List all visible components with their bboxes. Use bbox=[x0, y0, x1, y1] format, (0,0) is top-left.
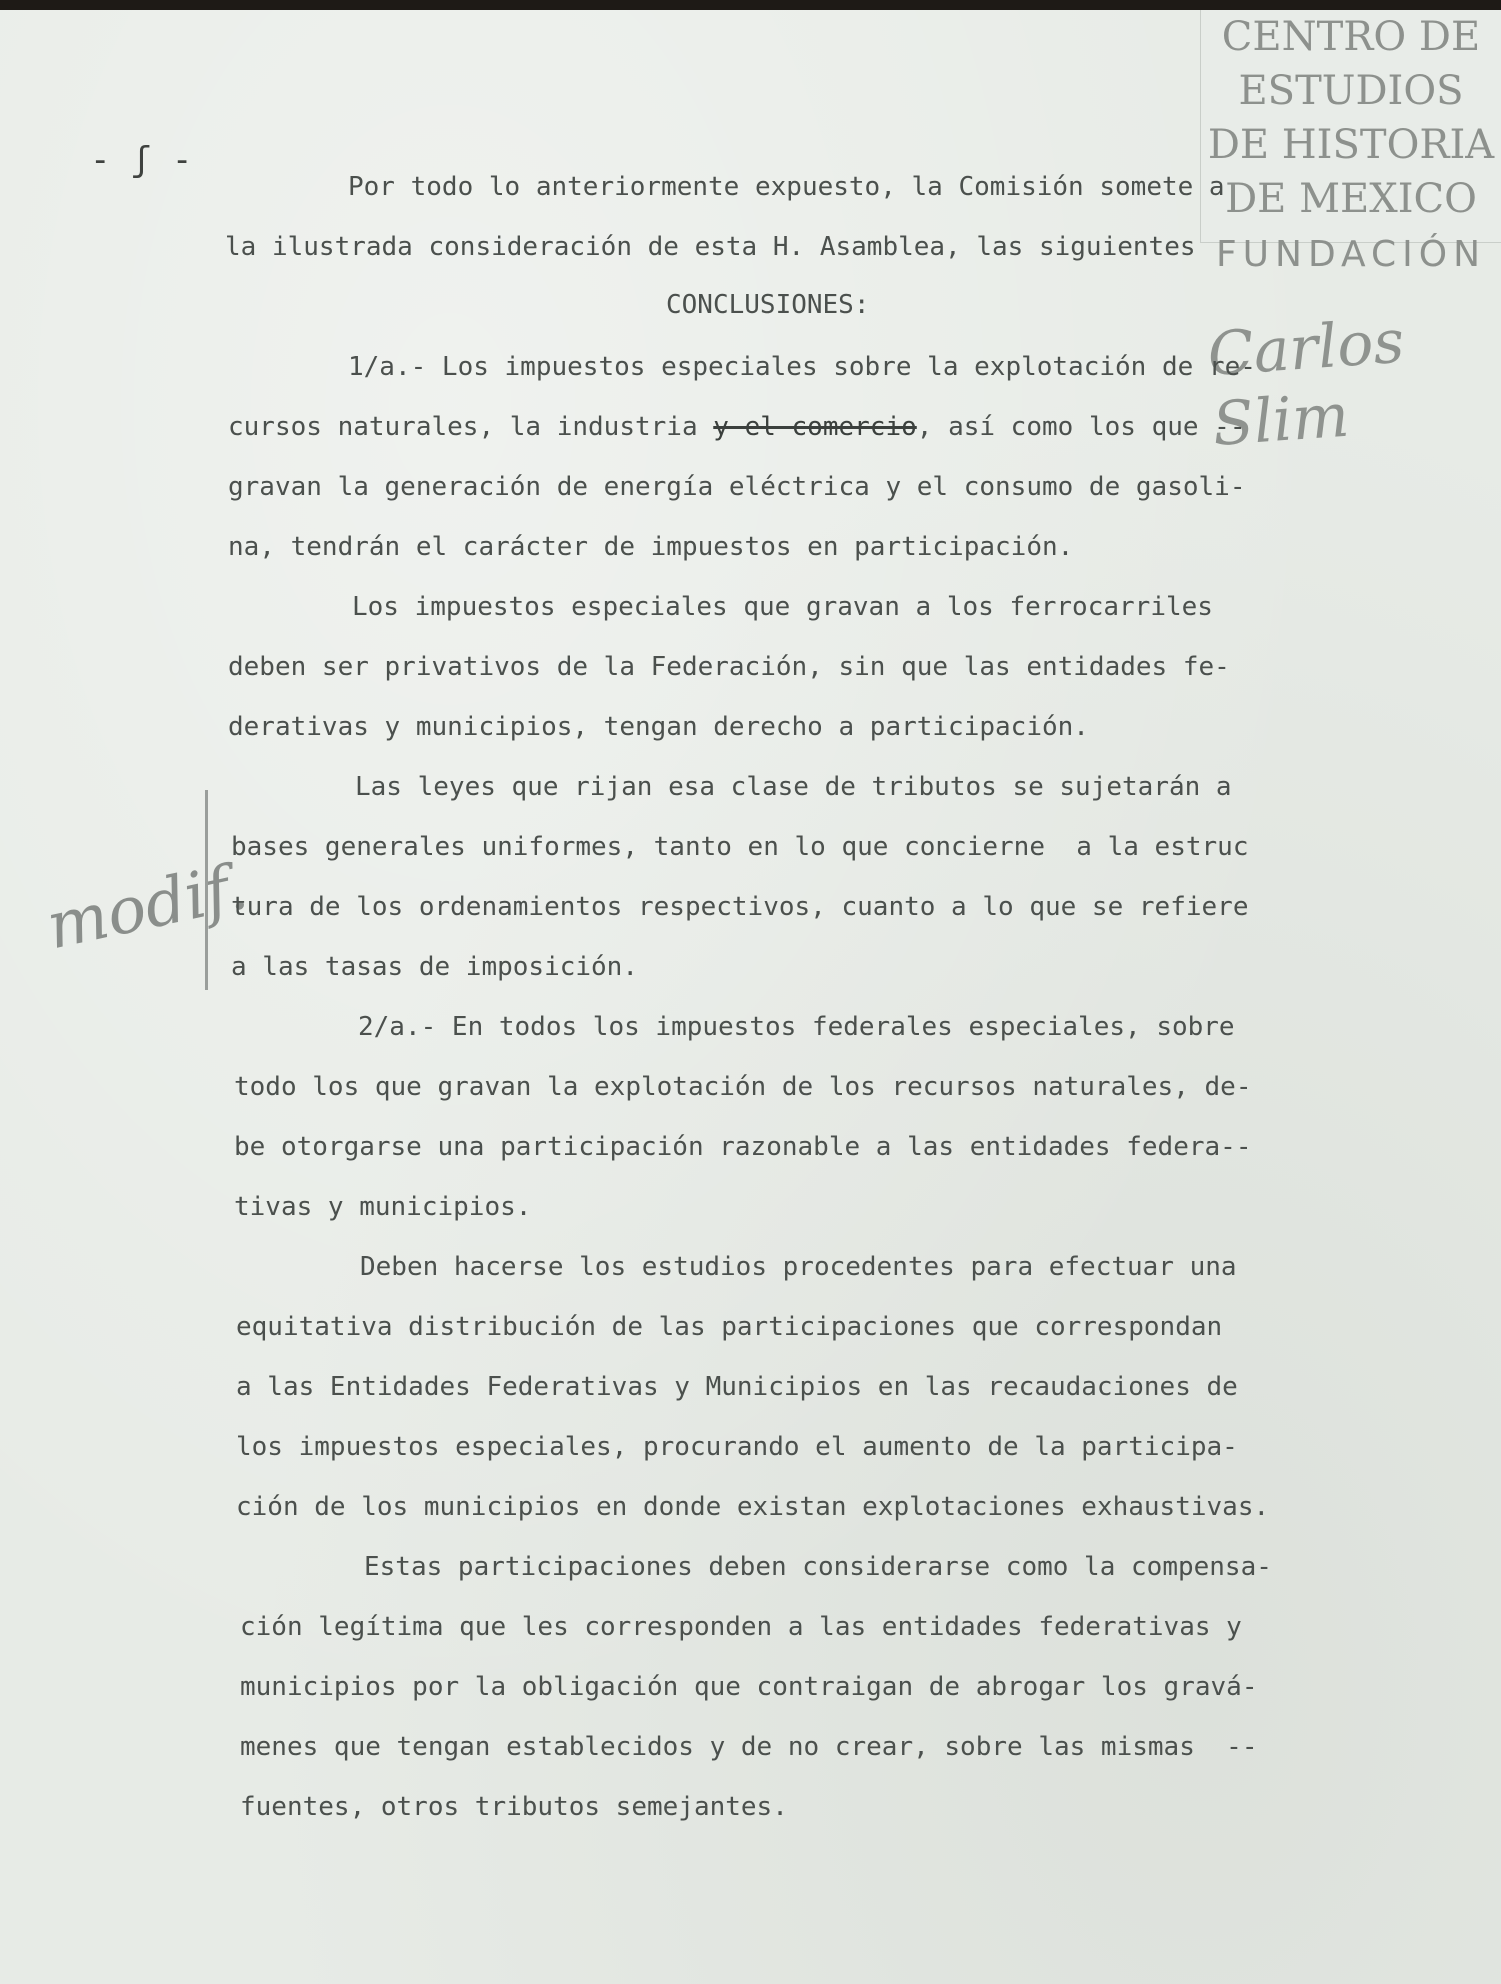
archive-watermark bbox=[1200, 10, 1501, 275]
corner-pen-mark: - ʃ - bbox=[90, 140, 193, 180]
text-line: Estas participaciones deben considerarse como la compensa- bbox=[364, 1552, 1272, 1582]
text-line: tura de los ordenamientos respectivos, cuanto a lo que se refiere bbox=[231, 892, 1249, 922]
text-line: Por todo lo anteriormente expuesto, la Comisión somete a bbox=[348, 172, 1225, 202]
text-line: derativas y municipios, tengan derecho a participación. bbox=[228, 712, 1089, 742]
text-line: 1/a.- Los impuestos especiales sobre la explotación de re- bbox=[348, 352, 1256, 382]
text-line: deben ser privativos de la Federación, sin que las entidades fe- bbox=[228, 652, 1230, 682]
watermark-foundation: FUNDACIÓN bbox=[1215, 234, 1487, 275]
text-line: la ilustrada consideración de esta H. Asamblea, las siguientes bbox=[225, 232, 1196, 262]
text-line: 2/a.- En todos los impuestos federales especiales, sobre bbox=[358, 1012, 1235, 1042]
text-line: bases generales uniformes, tanto en lo que concierne a la estruc bbox=[231, 832, 1249, 862]
margin-handwritten-note: modif. bbox=[40, 849, 254, 965]
watermark-line: DE MEXICO bbox=[1225, 176, 1477, 222]
text-line: a las tasas de imposición. bbox=[231, 952, 638, 982]
text-line: equitativa distribución de las participaciones que correspondan bbox=[236, 1312, 1223, 1342]
struck-text: y el comercio bbox=[713, 412, 917, 442]
text-line: gravan la generación de energía eléctrica y el consumo de gasoli- bbox=[228, 472, 1246, 502]
watermark-signature: Carlos Slim bbox=[1205, 306, 1407, 460]
text-line: Los impuestos especiales que gravan a los ferrocarriles bbox=[352, 592, 1213, 622]
text-line: Deben hacerse los estudios procedentes para efectuar una bbox=[360, 1252, 1237, 1282]
text-line: Las leyes que rijan esa clase de tributos se sujetarán a bbox=[355, 772, 1232, 802]
text-line: a las Entidades Federativas y Municipios en las recaudaciones de bbox=[236, 1372, 1238, 1402]
text-line: tivas y municipios. bbox=[234, 1192, 532, 1222]
text-segment: , así como los que -- bbox=[916, 412, 1246, 442]
watermark-line: CENTRO DE bbox=[1221, 14, 1481, 60]
text-line: fuentes, otros tributos semejantes. bbox=[240, 1792, 788, 1822]
text-line: na, tendrán el carácter de impuestos en participación. bbox=[228, 532, 1074, 562]
text-line: menes que tengan establecidos y de no crear, sobre las mismas -- bbox=[240, 1732, 1258, 1762]
text-line: ción de los municipios en donde existan explotaciones exhaustivas. bbox=[236, 1492, 1270, 1522]
text-line: los impuestos especiales, procurando el aumento de la participa- bbox=[236, 1432, 1238, 1462]
document-page bbox=[0, 10, 1501, 1984]
text-line: municipios por la obligación que contraigan de abrogar los gravá- bbox=[240, 1672, 1258, 1702]
text-line: ción legítima que les corresponden a las entidades federativas y bbox=[240, 1612, 1242, 1642]
text-line: todo los que gravan la explotación de los recursos naturales, de- bbox=[234, 1072, 1252, 1102]
watermark-line: ESTUDIOS bbox=[1238, 68, 1464, 114]
text-segment: cursos naturales, la industria bbox=[228, 412, 714, 442]
watermark-line: DE HISTORIA bbox=[1207, 122, 1495, 168]
text-line: be otorgarse una participación razonable a las entidades federa-- bbox=[234, 1132, 1252, 1162]
section-heading: CONCLUSIONES: bbox=[666, 290, 870, 320]
text-line bbox=[228, 412, 1246, 442]
